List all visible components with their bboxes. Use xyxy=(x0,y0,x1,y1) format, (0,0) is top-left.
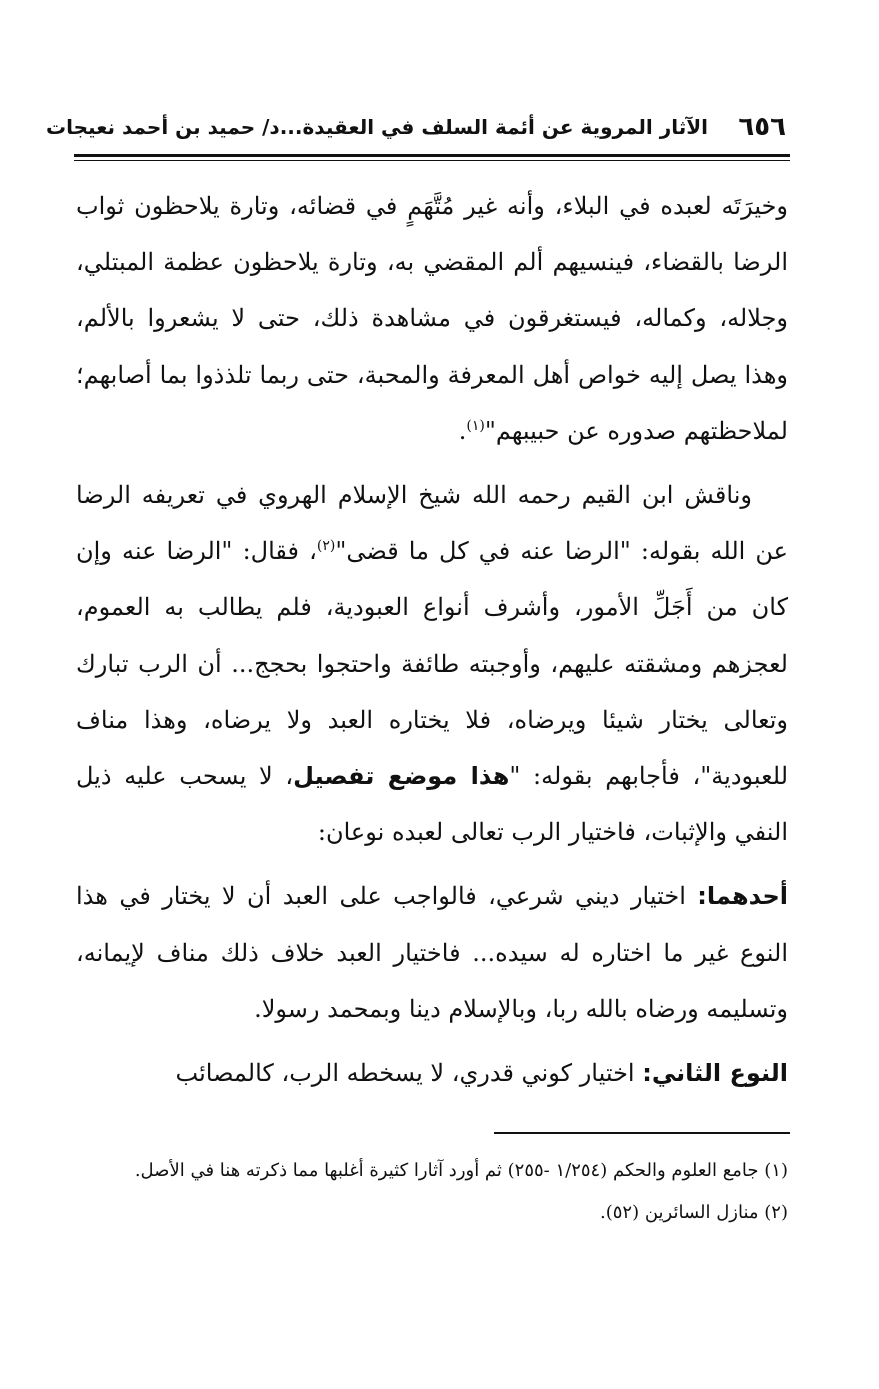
paragraph-2-text-b: ، فقال: "الرضا عنه وإن كان من أَجَلِّ الأمور، وأشرف أنواع العبودية، فلم يطالب به العموم، لعجزهم ومشقته عليهم، وأوجبته طائفة واحتجوا بحجج... أن الرب تبارك وتعالى يختار شيئا ويرضاه، فلا يختاره العبد ولا يرضاه، وهذا مناف للعبودية"، فأجابهم بقوله: " xyxy=(76,537,789,791)
page-number: ٦٥٦ xyxy=(738,112,786,142)
paragraph-3-heading: أحدهما: xyxy=(697,882,788,911)
running-header xyxy=(46,108,788,150)
paragraph-3 xyxy=(76,868,788,1037)
paragraph-2-bold: هذا موضع تفصيل xyxy=(293,762,510,791)
paragraph-3-text: اختيار ديني شرعي، فالواجب على العبد أن لا يختار في هذا النوع غير ما اختاره له سيده... فاختيار العبد خلاف ذلك مناف لإيمانه، وتسليمه ورضاه بالله ربا، وبالإسلام دينا وبمحمد رسولا. xyxy=(76,882,788,1023)
paragraph-4-heading: النوع الثاني: xyxy=(642,1059,788,1088)
paragraph-4-text: اختيار كوني قدري، لا يسخطه الرب، كالمصائب xyxy=(175,1059,643,1088)
paragraph-1-text: وخيرَتَه لعبده في البلاء، وأنه غير مُتَّهَمٍ في قضائه، وتارة يلاحظون ثواب الرضا بالقضاء، فينسيهم ألم المقضي به، وتارة يلاحظون عظمة المبتلي، وجلاله، وكماله، فيستغرقون في مشاهدة ذلك، حتى لا يشعروا بالألم، وهذا يصل إليه خواص أهل المعرفة والمحبة، حتى ربما تلذذوا بما أصابهم؛ لملاحظتهم صدوره عن حبيبهم" xyxy=(76,192,788,445)
header-rule-thick xyxy=(74,154,790,157)
footnotes xyxy=(76,1152,788,1236)
paragraph-2-text-c: ، لا يسحب عليه ذيل النفي والإثبات، فاختيار الرب تعالى لعبده نوعان: xyxy=(76,762,788,847)
paragraph-1-end: . xyxy=(458,416,467,445)
paragraph-2-text-a: وناقش ابن القيم رحمه الله شيخ الإسلام الهروي في تعريفه الرضا عن الله بقوله: "الرضا عنه في كل ما قضى" xyxy=(76,481,788,566)
main-text xyxy=(76,178,788,1109)
footnote-ref-1: (١) xyxy=(466,417,485,434)
header-rule-thin xyxy=(74,160,790,161)
paragraph-2 xyxy=(76,467,788,860)
footnote-1: (١) جامع العلوم والحكم (١/٢٥٤ -٢٥٥) ثم أورد آثارا كثيرة أغلبها مما ذكرته هنا في الأصل. xyxy=(134,1160,788,1181)
footnote-separator xyxy=(494,1132,790,1134)
footnote-ref-2: (٢) xyxy=(316,538,336,555)
footnote-2: (٢) منازل السائرين (٥٢). xyxy=(599,1202,788,1223)
paragraph-4 xyxy=(76,1045,788,1101)
running-title: الآثار المروية عن أئمة السلف في العقيدة...د/ حميد بن أحمد نعيجات xyxy=(46,115,708,139)
paragraph-1 xyxy=(76,178,788,459)
